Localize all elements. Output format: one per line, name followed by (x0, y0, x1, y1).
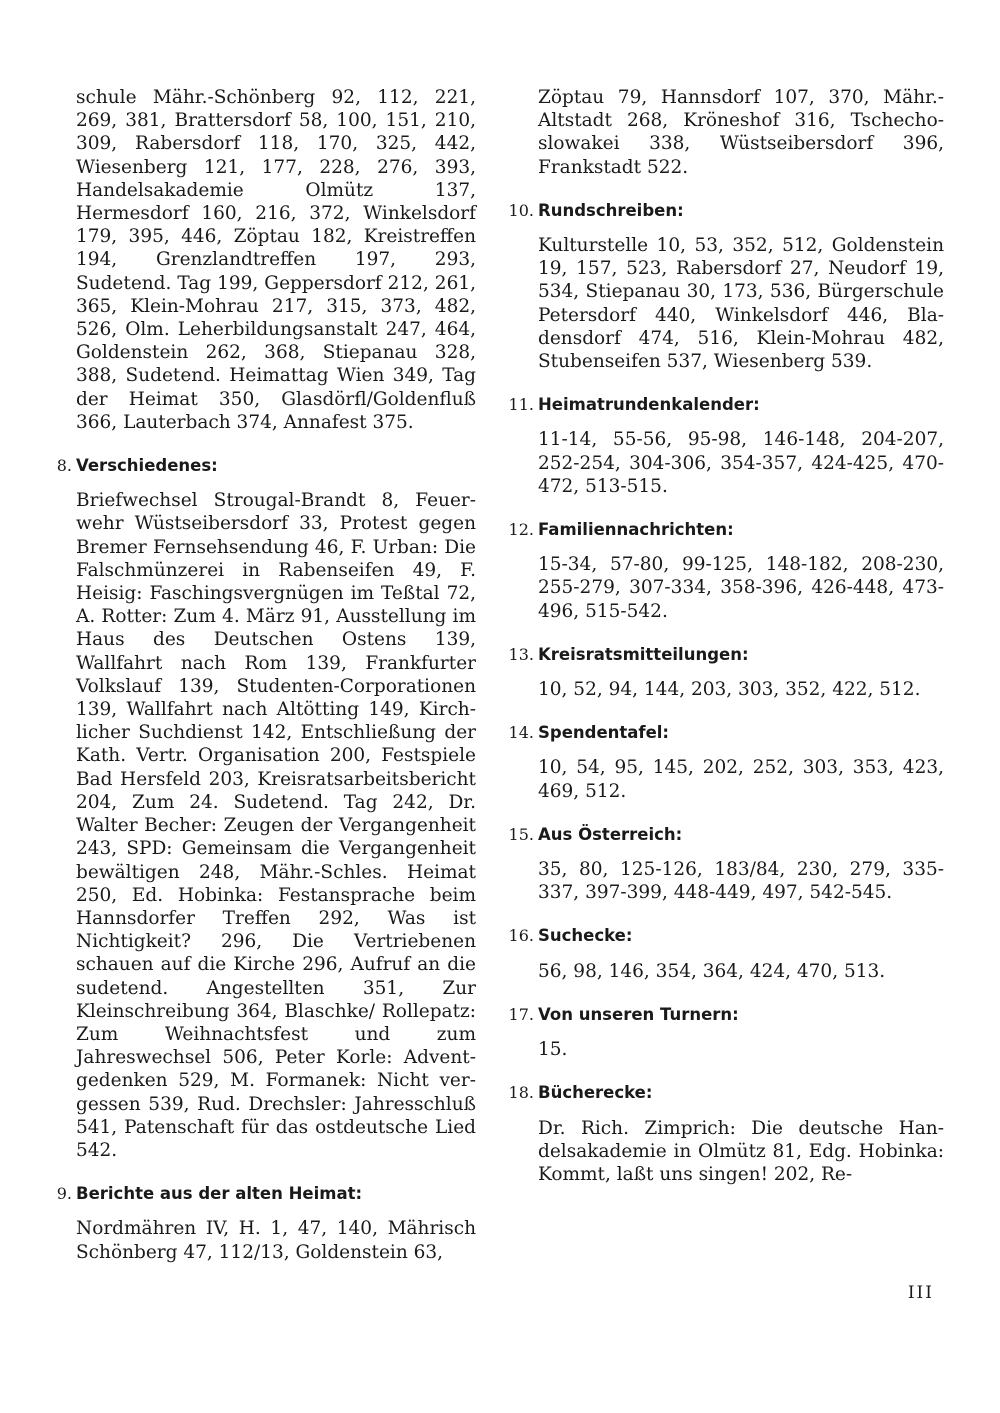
section-number: 14. (508, 723, 534, 743)
section-title: Familiennachrichten: (538, 520, 734, 540)
continuation-text: Zöptau 79, Hannsdorf 107, 370, Mähr.-Altstadt 268, Kröneshof 316, Tschechoslowakei 338, Wüstseibersdorf 396, Frankstadt 522. (538, 87, 944, 178)
section-text: Nordmähren IV, H. 1, 47, 140, Mährisch Schönberg 47, 112/13, Goldenstein 63, (76, 1218, 476, 1263)
section-text: Kulturstelle 10, 53, 352, 512, Goldenstein 19, 157, 523, Rabersdorf 27, Neudorf 19, 534, Stiepanau 30, 173, 536, Bürgerschule Petersdorf 440, Winkelsdorf 446, Bladensdorf 474, 516, Klein-Mohrau 482, Stubenseifen 537, Wiesenberg 539. (538, 235, 944, 373)
right-column (508, 86, 944, 1186)
continuation-text: schule Mähr.-Schönberg 92, 112, 221, 269, 381, Brattersdorf 58, 100, 151, 210, 309, Rabersdorf 118, 170, 325, 442, Wiesenberg 121, 177, 228, 276, 393, Handelsakademie Olmütz 137, Hermesdorf 160, 216, 372, Winkelsdorf 179, 395, 446, Zöptau 182, Kreistreffen 194, Grenzlandtreffen 197, 293, Sudetend. Tag 199, Geppersdorf 212, 261, 365, Klein-Mohrau 217, 315, 373, 482, 526, Olm. Leherbildungsanstalt 247, 464, Goldenstein 262, 368, Stiepanau 328, 388, Sudetend. Heimattag Wien 349, Tag der Heimat 350, Glasdörfl/Goldenfluß 366, Lauterbach 374, Annafest 375. (76, 87, 476, 433)
section-number: 8. (56, 456, 72, 476)
section-familiennachrichten (508, 518, 944, 623)
section-buecherecke (508, 1081, 944, 1186)
left-column (46, 86, 476, 1264)
section-verschiedenes (46, 454, 476, 1162)
section-suchecke (508, 924, 944, 982)
section-text: 11-14, 55-56, 95-98, 146-148, 204-207, 252-254, 304-306, 354-357, 424-425, 470-472, 513-515. (538, 429, 944, 497)
section-heimatrundenkalender (508, 393, 944, 498)
section-title: Rundschreiben: (538, 200, 684, 220)
section-berichte (46, 1182, 476, 1264)
section-number: 15. (508, 824, 534, 844)
section-title: Spendentafel: (538, 723, 670, 743)
section-text: 15. (538, 1039, 568, 1061)
section-rundschreiben (508, 199, 944, 373)
section-number: 11. (508, 395, 534, 415)
section-title: Heimatrundenkalender: (538, 395, 760, 415)
section-title: Berichte aus der alten Heimat: (76, 1184, 363, 1204)
section-aus-oesterreich (508, 823, 944, 905)
section-turnern (508, 1003, 944, 1061)
section-number: 16. (508, 926, 534, 946)
section-title: Suchecke: (538, 926, 633, 946)
section-text: 35, 80, 125-126, 183/84, 230, 279, 335-337, 397-399, 448-449, 497, 542-545. (538, 859, 944, 904)
section-spendentafel (508, 721, 944, 803)
section-title: Von unseren Turnern: (538, 1004, 739, 1024)
section-kreisratsmitteilungen (508, 643, 944, 701)
section-text: Dr. Rich. Zimprich: Die deutsche Handelsakademie in Olmütz 81, Edg. Hobinka: Kommt, laßt uns singen! 202, Re- (538, 1117, 944, 1185)
section-number: 18. (508, 1083, 534, 1103)
section-number: 13. (508, 644, 534, 664)
section-text: 10, 54, 95, 145, 202, 252, 303, 353, 423, 469, 512. (538, 757, 944, 802)
section-number: 10. (508, 200, 534, 220)
section-number: 12. (508, 520, 534, 540)
section-number: 9. (56, 1184, 72, 1204)
section-title: Aus Österreich: (538, 824, 683, 844)
section-title: Verschiedenes: (76, 456, 218, 476)
section-text: Briefwechsel Strougal-Brandt 8, Feuerwehr Wüstseibersdorf 33, Protest gegen Bremer Fernsehsendung 46, F. Urban: Die Falschmünzerei in Rabenseifen 49, F. Heisig: Faschingsvergnügen im Teßtal 72, A. Rotter: Zum 4. März 91, Ausstellung im Haus des Deutschen Ostens 139, Wallfahrt nach Rom 139, Frankfurter Volkslauf 139, Studenten-Corporationen 139, Wallfahrt nach Altötting 149, Kirchlicher Suchdienst 142, Entschließung der Kath. Vertr. Organisation 200, Festspiele Bad Hersfeld 203, Kreisratsarbeitsbericht 204, Zum 24. Sudetend. Tag 242, Dr. Walter Becher: Zeugen der Vergangenheit 243, SPD: Gemeinsam die Vergangenheit bewältigen 248, Mähr.-Schles. Heimat 250, Ed. Hobinka: Festansprache beim Hannsdorfer Treffen 292, Was ist Nichtigkeit? 296, Die Vertriebenen schauen auf die Kirche 296, Aufruf an die sudetend. Angestellten 351, Zur Kleinschreibung 364, Blaschke/ Rollepatz: Zum Weihnachtsfest und zum Jahreswechsel 506, Peter Korle: Adventgedenken 529, M. Formanek: Nicht vergessen 539, Rud. Drechsler: Jahresschluß 541, Patenschaft für das ostdeutsche Lied 542. (76, 490, 476, 1161)
section-title: Kreisratsmitteilungen: (538, 644, 749, 664)
section-text: 15-34, 57-80, 99-125, 148-182, 208-230, 255-279, 307-334, 358-396, 426-448, 473-496, 515-542. (538, 554, 944, 622)
section-title: Bücherecke: (538, 1083, 653, 1103)
section-text: 56, 98, 146, 354, 364, 424, 470, 513. (538, 960, 886, 982)
section-number: 17. (508, 1004, 534, 1024)
page-number: III (907, 1283, 934, 1303)
section-text: 10, 52, 94, 144, 203, 303, 352, 422, 512. (538, 679, 921, 701)
